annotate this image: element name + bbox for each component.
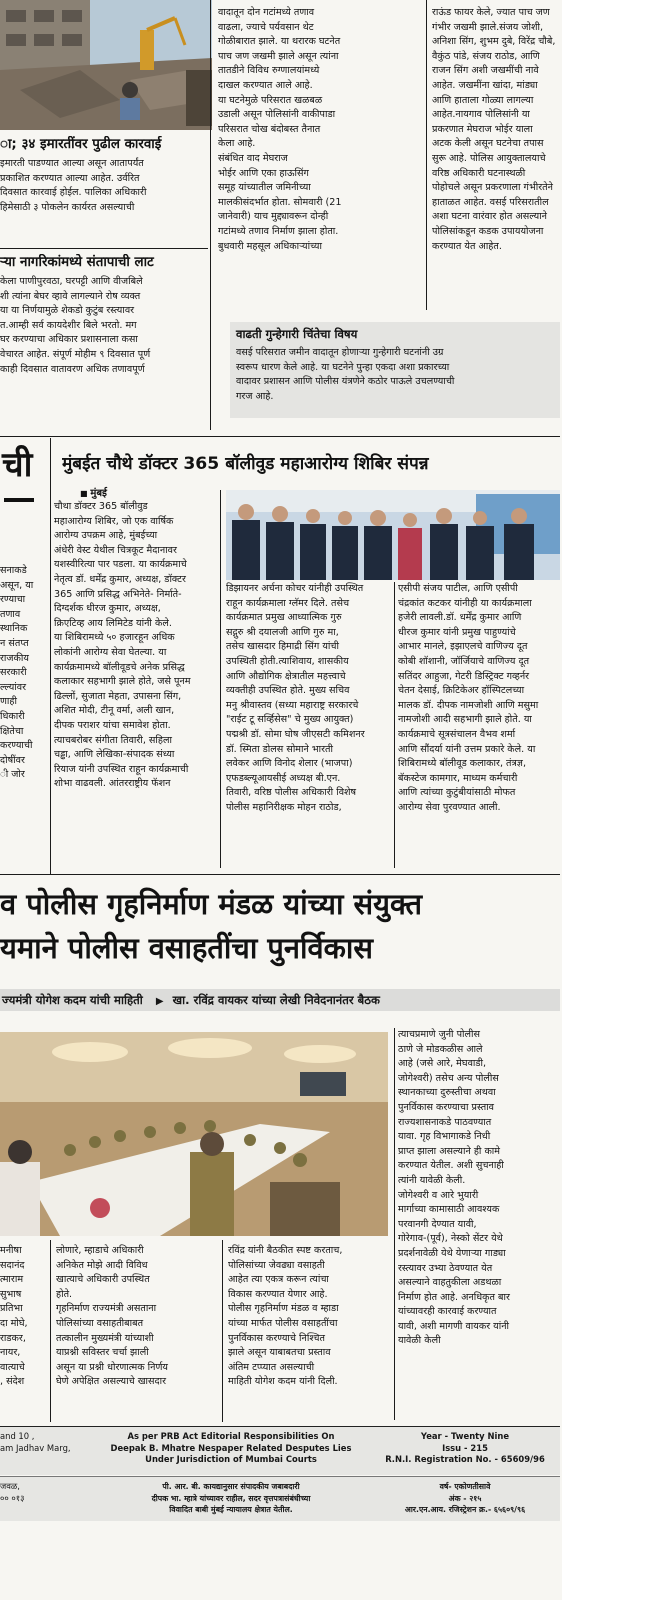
info-box-line: स्वरूप धारण केले आहे. या घटनेने पुन्हा एकदा अशा प्रकारच्या	[236, 361, 450, 373]
story-headline-anger: ऱ्या नागरिकांमध्ये संतापाची लाट	[0, 255, 154, 270]
story-body-health-col1: चौथा डॉक्टर 365 बॉलीवुड महाआरोग्य शिबिर, जो एक वार्षिक आरोग्य उपक्रम आहे, मुंबईच्या अंधेरी वेस्ट येथील चित्रकूट मैदानावर यशस्वीरित्या पार पडला. या कार्यक्रमाचे नेतृत्व डॉ. धर्मेंद्र कुमार, अध्यक्ष, डॉक्टर 365 आणि प्रसिद्ध अभिनेते- निर्माते- दिग्दर्शक धीरज कुमार, अध्यक्ष, क्रिएटिव्ह आय लिमिटेड यांनी केले. या शिबिरामध्ये ५० हजारहून अधिक लोकांनी आरोग्य सेवा घेतल्या. या कार्यक्रमामध्ये बॉलीवूडचे अनेक प्रसिद्ध कलाकार सहभागी झाले होते, जसे पूनम ढिल्लों, सुजाता मेहता, उपासना सिंग, अशित मोदी, टीनू वर्मा, अली खान, दीपक पराशर यांचा समावेश होता. त्याचबरोबर संगीता तिवारी, सहिला चड्ढा, आणि लेखिका-संपादक संध्या रियाज यांनी उपस्थित राहून कार्यक्रमाची शोभा वाढवली. आंतरराष्ट्रीय फॅशन	[54, 501, 191, 790]
story-body-anger: केला पाणीपुरवठा, घरपट्टी आणि वीजबिले शी त्यांना बेघर व्हावे लागल्याने रोष व्यक्त या या निर्णयामुळे शेकडो कुटुंब रस्त्यावर त.आम्ही सर्व कायदेशीर बिले भरतो. मग घर करण्याचा अधिकार प्रशासनाला कसा वेचारत आहेत. संपूर्ण मोहीम ९ दिवसात पूर्ण काही दिवसात वातावरण अधिक तणावपूर्ण	[0, 276, 151, 375]
editorial-note-line: As per PRB Act Editorial Responsibilities On	[127, 1431, 335, 1441]
imprint-english	[0, 1426, 560, 1475]
health-camp-photo	[226, 490, 560, 580]
section-divider	[0, 436, 560, 437]
story-headline-left-strip: ची	[2, 445, 33, 485]
story-headline-demolition: ा; ३४ इमारतींवर पुढील कारवाई	[0, 137, 162, 152]
story-body-shooting-col1: वादातून दोन गटांमध्ये तणाव वाढला, ज्याचे पर्यवसान थेट गोळीबारात झाले. या थरारक घटनेत पाच जण जखमी झाले असून त्यांना तातडीने विविध रुग्णालयांमध्ये दाखल करण्यात आले आहे. या घटनेमुळे परिसरात खळबळ उडाली असून पोलिसांनी वाकीपाडा परिसरात चोख बंदोबस्त तैनात केला आहे. संबंधित वाद मेघराज भोईर आणि एका हाऊसिंग समूह यांच्यातील जमिनीच्या मालकीसंदर्भात होता. सोमवारी (21 जानेवारी) याच मुद्द्यावरून दोन्ही गटांमध्ये तणाव निर्माण झाला होता. बुधवारी महसूल अधिकाऱ्यांच्या	[218, 7, 342, 252]
story-body-police-colB: लोणारे, म्हाडाचे अधिकारी अनिकेत मोझे आदी विविध खात्याचे अधिकारी उपस्थित होते. गृहनिर्माण राज्यमंत्री असताना पोलिसांच्या वसाहतीबाबत तत्कालीन मुख्यमंत्री यांच्याशी याप्रश्नी सविस्तर चर्चा झाली असून या प्रश्नी धोरणात्मक निर्णय घेणे अपेक्षित असल्याचे खासदार	[56, 1245, 168, 1388]
editorial-note-line: Under Jurisdiction of Mumbai Courts	[145, 1454, 317, 1464]
police-meeting-photo	[0, 1032, 388, 1236]
headline-underline	[4, 498, 34, 502]
editorial-note-line: दीपक भा. म्हात्रे यांच्यावर राहील, सदर वृत्तपत्रासंबंधीच्या	[151, 1493, 311, 1503]
story-body-police-colC: रविंद्र यांनी बैठकीत स्पष्ट करताच, पोलिसांच्या जेवढ्या वसाहती आहेत त्या एकत्र करून त्यांचा विकास करण्यात येणार आहे. पोलीस गृहनिर्माण मंडळ व म्हाडा यांच्या मार्फत पोलीस वसाहतींचा पुनर्विकास करण्याचे निश्चित झाले असून याबाबतचा प्रस्ताव अंतिम टप्प्यात असल्याची माहिती योगेश कदम यांनी दिली.	[228, 1245, 343, 1388]
dateline-mumbai: ■ मुंबई	[80, 487, 107, 501]
story-headline-police-line2: यमाने पोलीस वसाहतींचा पुनर्विकास	[0, 931, 374, 965]
story-body-left-strip: सनाकडे असून, या रण्याचा तणाव स्थानिक न संतप्त राजकीय सरकारी ल्ल्यांवर णाही धिकारी क्षितेचा करण्याची दोषींवर ी जोर	[0, 565, 34, 781]
address-line: am Jadhav Marg,	[0, 1442, 71, 1453]
story-body-police-colA: मनीषा सदानंद त्माराम सुभाष प्रतिभा दा मोघे, राडकर, नायर, वात्याचे , संदेश	[0, 1245, 28, 1388]
column-rule	[50, 1240, 51, 1422]
editorial-note-line: पी. आर. बी. कायद्यानुसार संपादकीय जबाबदारी	[162, 1482, 300, 1491]
section-divider	[0, 874, 560, 875]
column-rule	[426, 0, 427, 310]
address-line: and 10 ,	[0, 1431, 35, 1441]
subheadline-bar	[0, 989, 560, 1011]
arrow-right-icon: ▶	[155, 996, 164, 1007]
info-box-title: वाढती गुन्हेगारी चिंतेचा विषय	[236, 327, 358, 341]
editorial-note-line: विवादित बाबी मुंबई न्यायालय क्षेत्रात येतील.	[169, 1505, 293, 1514]
year-line: वर्ष- एकोणतीसावे	[439, 1482, 491, 1491]
story-divider	[0, 248, 208, 249]
rni-line: आर.एन.आय. रजिस्ट्रेशन क्र.- ६५६०९/९६	[404, 1505, 526, 1514]
issue-line: अंक - २१५	[448, 1493, 482, 1503]
story-body-police-right: त्याचप्रमाणे जुनी पोलीस ठाणे जे मोडकळीस आले आहे (जसे आरे, मेघवाडी, जोगेश्वरी) तसेच अन्य पोलीस स्थानकाच्या दुरुस्तीचा अथवा पुनर्विकास करण्याचा प्रस्ताव राज्यशासनाकडे पाठवण्यात यावा. गृह विभागाकडे निधी प्राप्त झाला असल्याने ही कामे करण्यात येतील. अशी सुचनाही त्यांनी यावेळी केली. जोगेश्वरी व आरे भुयारी मार्गाच्या कामासाठी आवश्यक परवानगी देण्यात यावी, गोरेगाव-(पूर्व), नेस्को सेंटर येथे प्रदर्शनावेळी येथे येणाऱ्या गाड्या रस्त्यावर उभ्या ठेवण्यात येत असल्याने वाहतुकीला अडथळा निर्माण होत आहे. अनधिकृत बार यांच्यावरही कारवाई करण्यात यावी, अशी मागणी वायकर यांनी यावेळी केली	[398, 1029, 510, 1347]
column-rule	[394, 1028, 395, 1420]
story-headline-health-camp: मुंबईत चौथे डॉक्टर 365 बॉलीवुड महाआरोग्य शिबिर संपन्न	[62, 454, 429, 474]
story-body-health-col3: एसीपी संजय पाटील, आणि एसीपी चंद्रकांत कटकर यांनीही या कार्यक्रमाला हजेरी लावली.डॉ. धर्मेंद्र कुमार आणि धीरज कुमार यांनी प्रमुख पाहुण्यांचे आभार मानले, इझाएलचे वाणिज्य दूत कोबी शॉशानी, जॉर्जियाचे वाणिज्य दूत सतिंदर आहुजा, गेटरी डिस्ट्रिक्ट गव्हर्नर चेतन देसाई, क्रिटिकेअर हॉस्पिटलच्या मालक डॉ. दीपक नामजोशी आणि मसुमा नामजोशी आदी सहभागी झाले होते. या कार्यक्रमाचे सूत्रसंचालन वैभव शर्मा आणि सौंदर्या यांनी उत्तम प्रकारे केले. या शिबिरामध्ये बॉलीवूड कलाकार, तंत्रज्ञ, बॅकस्टेज कामगार, माध्यम कर्मचारी आणि त्यांच्या कुटुंबीयांसाठी मोफत आरोग्य सेवा पुरवण्यात आली.	[398, 583, 539, 813]
address-line: ०० ०१३	[0, 1492, 25, 1503]
column-rule	[394, 582, 395, 868]
year-line: Year - Twenty Nine	[420, 1431, 510, 1441]
story-body-health-col2: डिझायनर अर्चना कोचर यांनीही उपस्थित राहून कार्यक्रमाला ग्लॅमर दिले. तसेच कार्यक्रमात प्रमुख आध्यात्मिक गुरु सद्गुरु श्री दयालजी आणि गुरु मा, तसेच खासदार हिमाद्री सिंग यांची उपस्थिती होती.त्याशिवाय, शासकीय आणि औद्योगिक क्षेत्रातील महत्त्वाचे व्यक्तीही उपस्थित होते. मुख्य सचिव मनु श्रीवास्तव (सध्या महाराष्ट्र सरकारचे "राईट टू सर्व्हिसेस" चे मुख्य आयुक्त) पद्मश्री डॉ. सोमा घोष जीएसटी कमिशनर डॉ. स्मिता डोलस सोमाने भारती लवेकर आणि विनोद शेलार (भाजपा) एफडब्ल्यूआयसीई अध्यक्ष बी.एन. तिवारी, वरिष्ठ पोलीस अधिकारी विशेष पोलीस महानिरीक्षक मोहन राठोड,	[226, 583, 365, 813]
info-box-line: गरज आहे.	[236, 390, 274, 402]
column-rule	[220, 490, 221, 868]
editorial-note-line: Deepak B. Mhatre Nespaper Related Desputes Lies	[110, 1442, 352, 1453]
subheadline-minister: ज्यमंत्री योगेश कदम यांची माहिती	[2, 993, 143, 1007]
page-margin	[562, 0, 651, 1600]
column-rule	[50, 438, 51, 874]
info-box-line: वादावर प्रशासन आणि पोलीस यंत्रणेने कठोर पाऊले उचलण्याची	[236, 376, 455, 388]
story-body-demolition: इमारती पाडण्यात आल्या असून आतापर्यंत प्रकाशित करण्यात आल्या आहेत. उर्वरित दिवसात कारवाई होईल. पालिका अधिकारी हिमेसाठी ३ पोकलेन कार्यरत असल्याची	[0, 158, 147, 213]
imprint-marathi	[0, 1476, 560, 1521]
subheadline-mp: खा. रविंद्र वायकर यांच्या लेखी निवेदनानंतर बैठक	[172, 993, 380, 1007]
address-line: जवळ,	[0, 1481, 20, 1491]
story-headline-police-line1: व पोलीस गृहनिर्माण मंडळ यांच्या संयुक्त	[0, 887, 423, 921]
issue-line: Issu - 215	[442, 1442, 488, 1453]
story-body-shooting-col2: राऊंड फायर केले, ज्यात पाच जण गंभीर जखमी झाले.संजय जोशी, अनिशा सिंग, शुभम दुबे, विरेंद्र चौबे, वैकुंठ पांडे, संजय राठोड, आणि राजन सिंग अशी जखमींची नावे आहेत. जखमींना खांदा, मांड्या आणि हाताला गोळ्या लागल्या आहेत.नायगाव पोलिसांनी या प्रकरणात मेघराज भोईर याला अटक केली असून घटनेचा तपास सुरू आहे. पोलिस आयुक्तालयाचे वरिष्ठ अधिकारी घटनास्थळी पोहोचले असून प्रकरणाला गंभीरतेने हाताळत आहेत. वसई परिसरातील अशा घटना वारंवार होत असल्याने पोलिसांकडून कडक उपाययोजना करण्यात येत आहेत.	[432, 7, 556, 252]
demolition-photo	[0, 0, 212, 130]
rni-line: R.N.I. Registration No. - 65609/96	[385, 1454, 545, 1464]
column-rule	[210, 0, 211, 430]
info-box-crime-concern	[230, 322, 560, 418]
column-rule	[222, 1240, 223, 1422]
info-box-line: वसई परिसरात जमीन वादातून होणाऱ्या गुन्हेगारी घटनांनी उग्र	[236, 347, 444, 358]
